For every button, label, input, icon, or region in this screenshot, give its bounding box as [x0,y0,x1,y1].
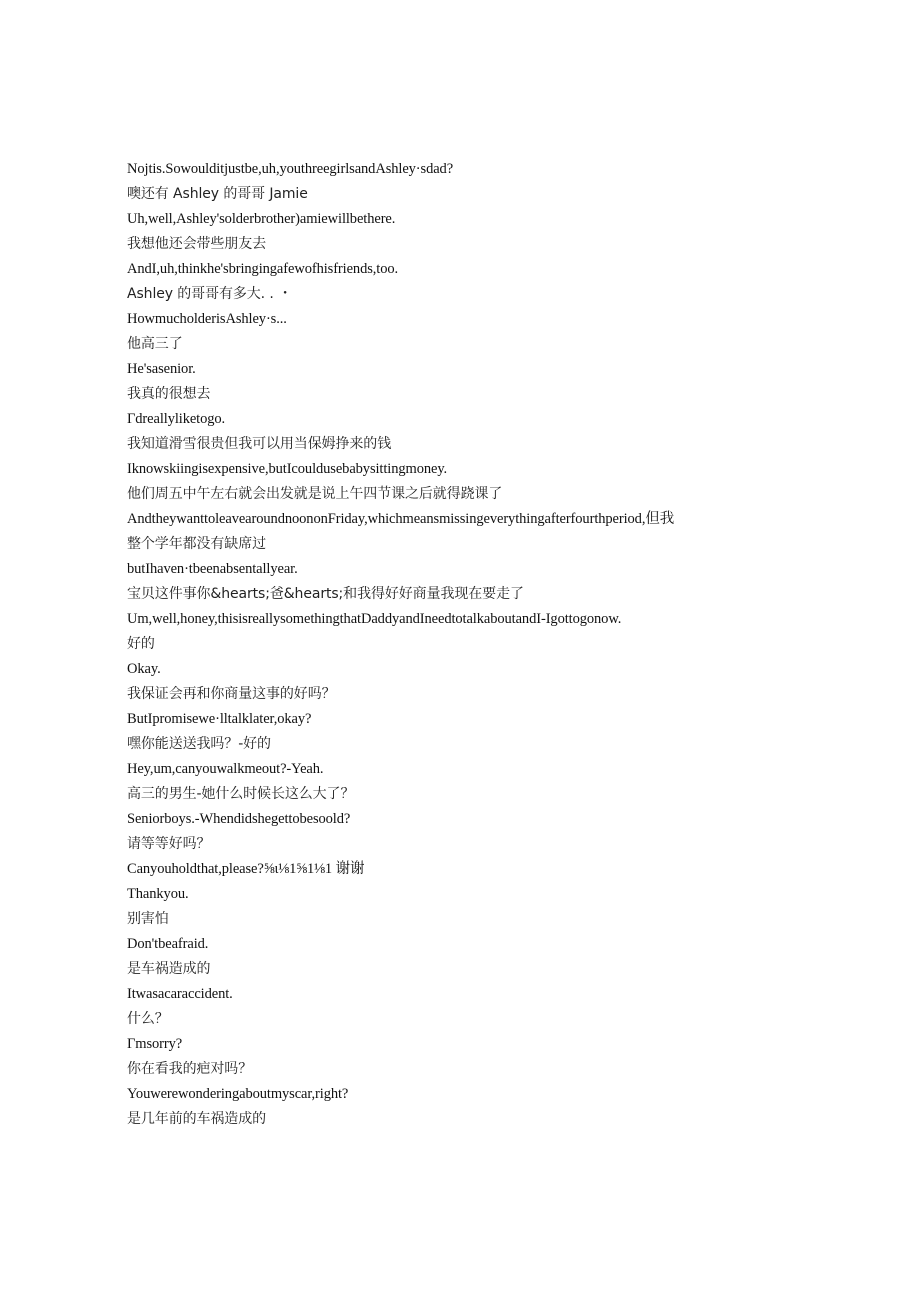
subtitle-line-zh: 好的 [127,636,155,652]
subtitle-line-zh: 我真的很想去 [127,386,211,402]
subtitle-line-en: Hey,um,canyouwalkmeout?-Yeah. [127,761,324,777]
subtitle-line-en: Iknowskiingisexpensive,butIcouldusebabysittingmoney. [127,461,448,477]
document-page [127,157,807,1132]
subtitle-line-zh: 别害怕 [127,911,169,927]
subtitle-line-zh: 噢还有 Ashley 的哥哥 Jamie [127,186,308,202]
subtitle-line-en: Youwerewonderingaboutmyscar,right? [127,1086,349,1102]
subtitle-line-zh: 什么？ [127,1011,169,1027]
subtitle-line-en: Γmsorry? [127,1036,183,1052]
subtitle-line-en: Itwasacaraccident. [127,986,233,1002]
subtitle-line-en: butIhaven·tbeenabsentallyear. [127,561,298,577]
subtitle-line-zh: 他高三了 [127,336,183,352]
subtitle-line-zh: Ashley 的哥哥有多大. . ・ [127,286,292,302]
subtitle-line-en: He'sasenior. [127,361,196,377]
subtitle-line-en: Thankyou. [127,886,189,902]
subtitle-line-en: Uh,well,Ashley'solderbrother)amiewillbethere. [127,211,396,227]
subtitle-line-zh: 整个学年都没有缺席过 [127,536,266,552]
subtitle-line-en: Canyouholdthat,please?⅝ι⅛1⅝1⅛1 谢谢 [127,861,365,877]
subtitle-line-en: Seniorboys.-Whendidshegettobesoold? [127,811,351,827]
subtitle-line-zh: 高三的男生-她什么时候长这么大了？ [127,786,355,802]
subtitle-line-zh: 是几年前的车祸造成的 [127,1111,266,1127]
subtitle-line-zh: 嘿你能送送我吗？-好的 [127,736,271,752]
subtitle-line-en: Okay. [127,661,161,677]
subtitle-line-en: HowmucholderisAshley·s... [127,311,287,327]
subtitle-line-en: AndI,uh,thinkhe'sbringingafewofhisfriends,too. [127,261,399,277]
subtitle-line-en: AndtheywanttoleavearoundnoononFriday,whichmeansmissingeverythingafterfourthperiod,但我 [127,511,675,527]
subtitle-line-zh: 我知道滑雪很贵但我可以用当保姆挣来的钱 [127,436,392,452]
subtitle-line-zh: 他们周五中午左右就会出发就是说上午四节课之后就得跷课了 [127,486,503,502]
subtitle-line-zh: 我保证会再和你商量这事的好吗？ [127,686,336,702]
subtitle-line-en: Γdreallyliketogo. [127,411,226,427]
subtitle-line-zh: 宝贝这件事你&hearts;爸&hearts;和我得好好商量我现在要走了 [127,586,524,602]
subtitle-line-zh: 请等等好吗？ [127,836,211,852]
subtitle-line-en: Um,well,honey,thisisreallysomethingthatDaddyandIneedtotalkaboutandI-Igottogonow. [127,611,622,627]
subtitle-line-en: Nojtis.Sowoulditjustbe,uh,youthreegirlsandAshley·sdad? [127,161,454,177]
subtitle-line-zh: 我想他还会带些朋友去 [127,236,266,252]
subtitle-line-en: ButIpromisewe·lltalklater,okay? [127,711,312,727]
subtitle-line-en: Don'tbeafraid. [127,936,209,952]
subtitle-line-zh: 你在看我的疤对吗？ [127,1061,253,1077]
subtitle-line-zh: 是车祸造成的 [127,961,211,977]
